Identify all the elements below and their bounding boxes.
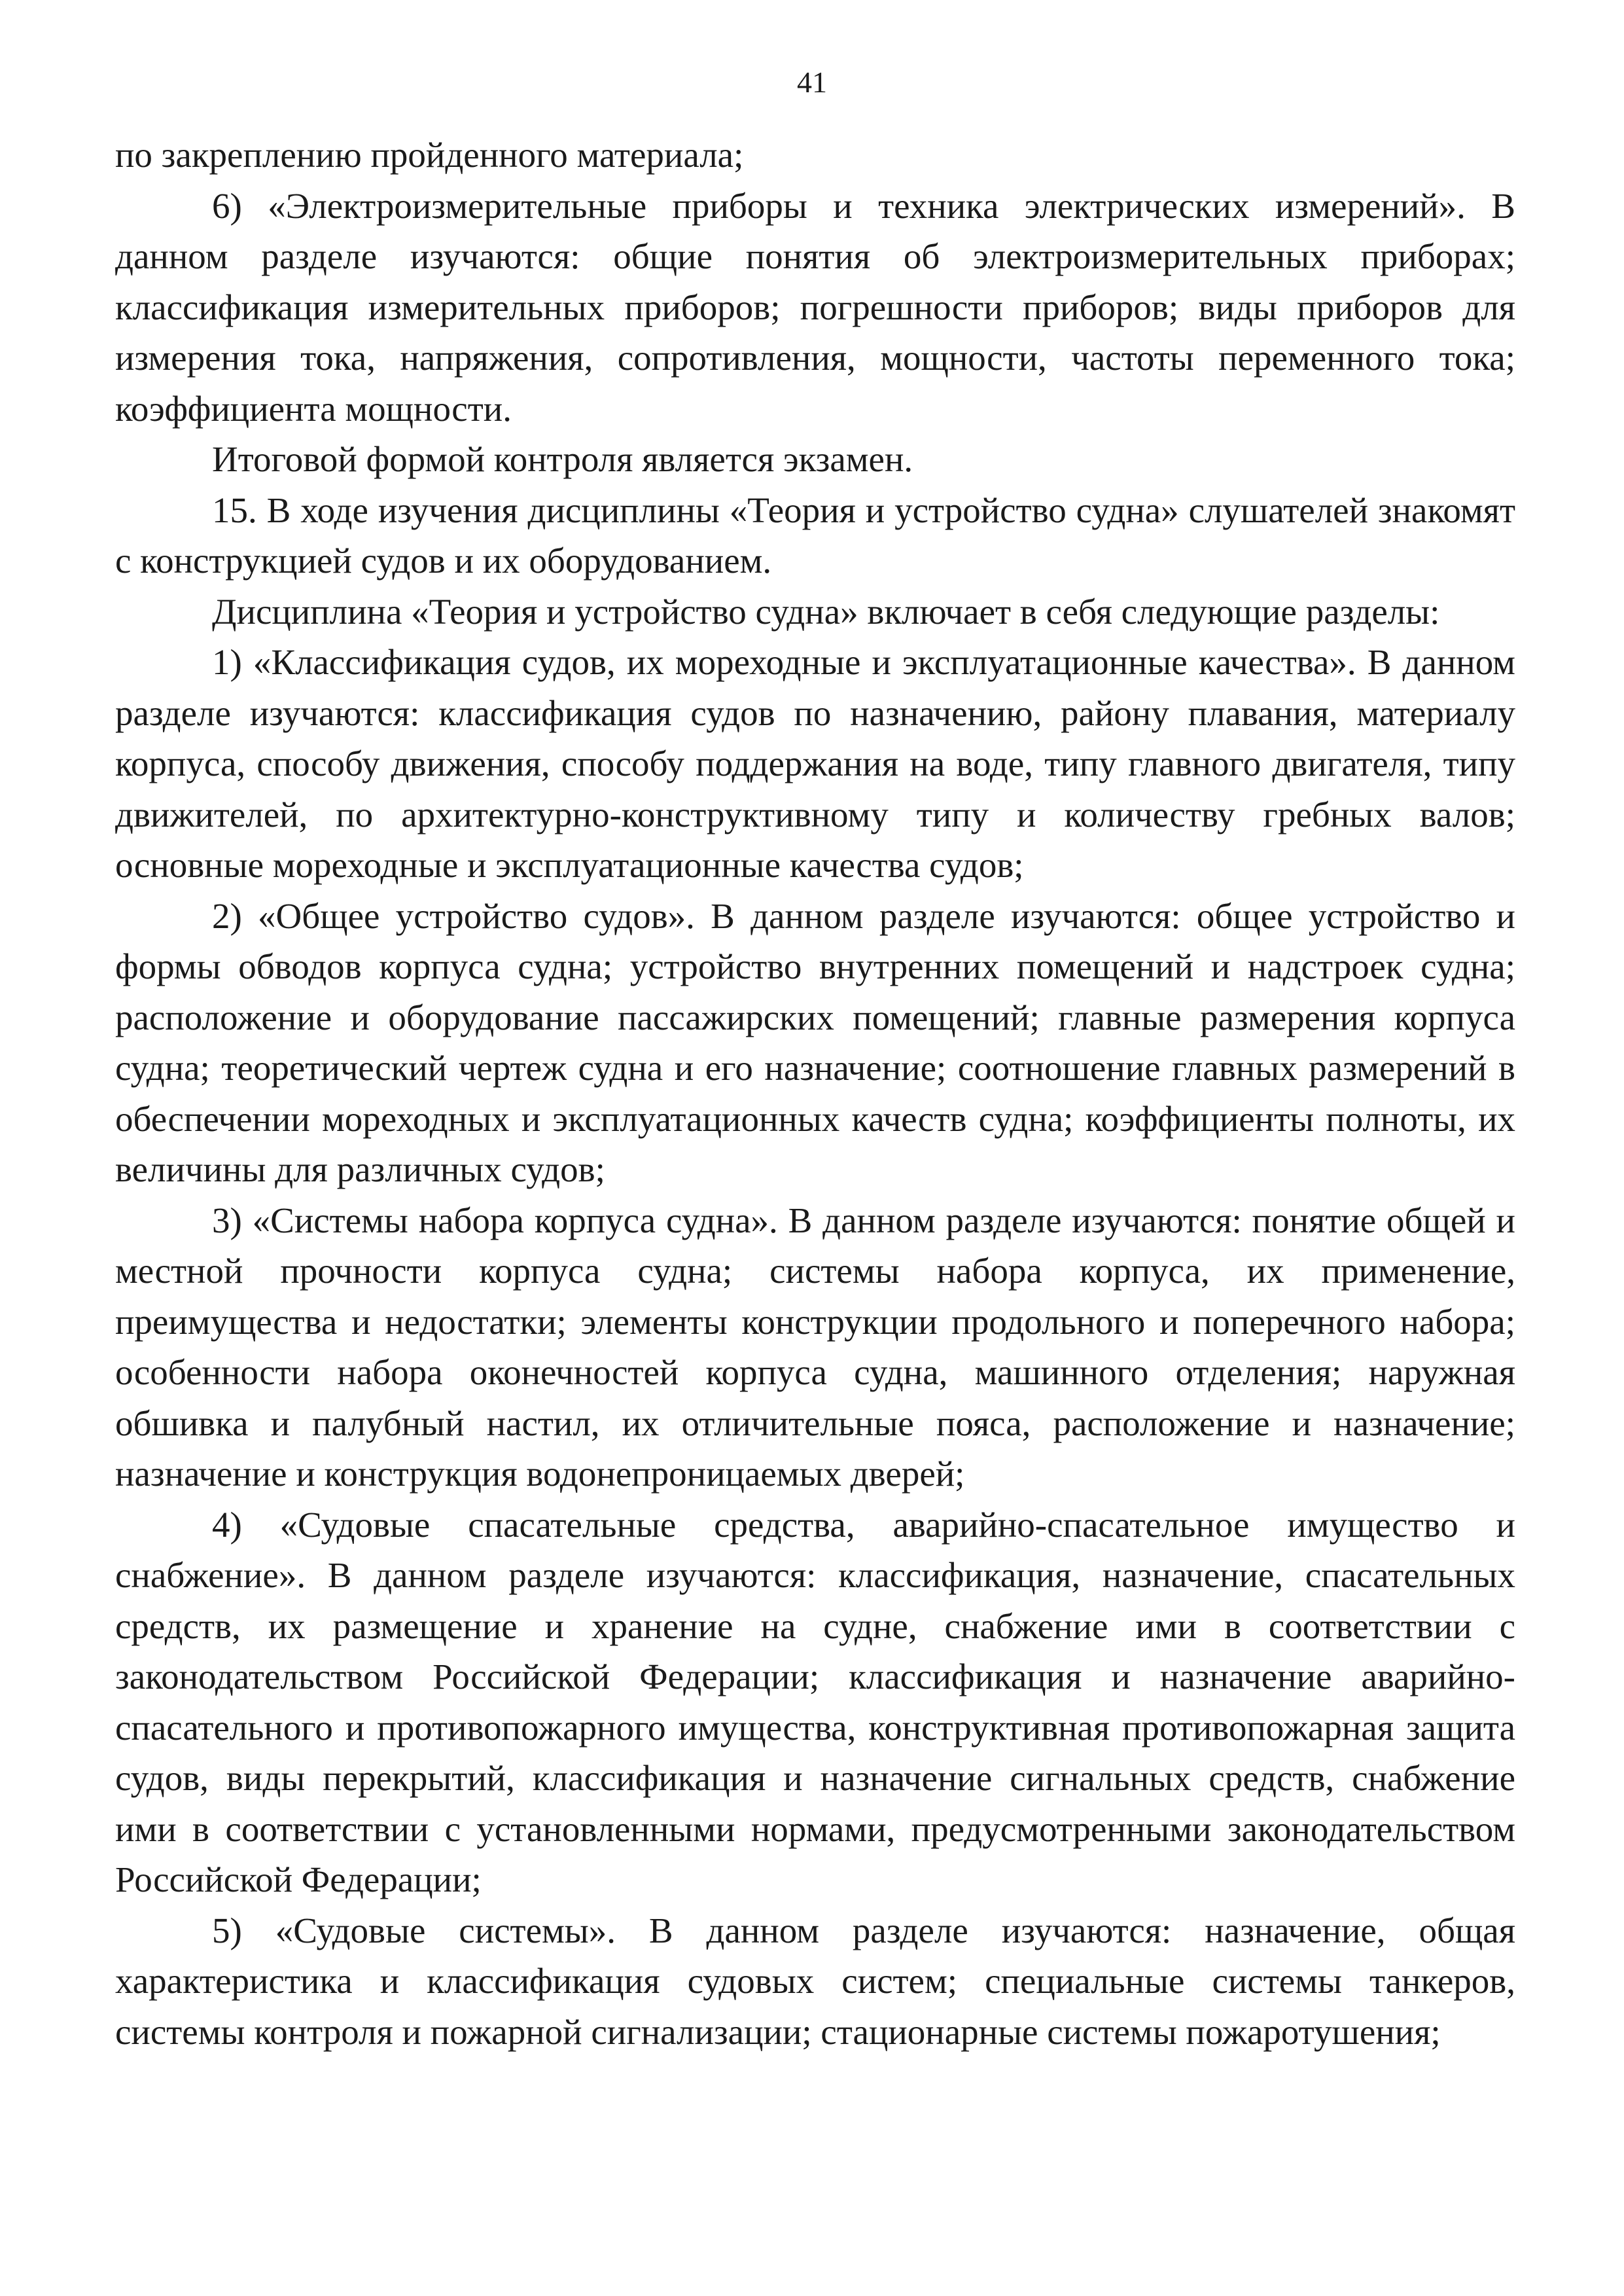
paragraph-continuation: по закреплению пройденного материала; <box>115 135 744 175</box>
paragraph-section-1: 1) «Классификация судов, их мореходные и эксплуатационные качества». В данном разделе изучаются: классификация судов по назначению, району плавания, материалу корпуса, способу движения, способу поддержания на воде, типу главного двигателя, типу движителей, по архитектурно-конструктивному типу и количеству гребных валов; основные мореходные и эксплуатационные качества судов; <box>115 642 1515 885</box>
document-body <box>115 130 1515 2057</box>
paragraph-section-6: 6) «Электроизмерительные приборы и техника электрических измерений». В данном разделе изучаются: общие понятия об электроизмерительных приборах; классификация измерительных приборов; погрешности приборов; виды приборов для измерения тока, напряжения, сопротивления, мощности, частоты переменного тока; коэффициента мощности. <box>115 185 1515 429</box>
paragraph-section-2: 2) «Общее устройство судов». В данном разделе изучаются: общее устройство и формы обводов корпуса судна; устройство внутренних помещений и надстроек судна; расположение и оборудование пассажирских помещений; главные размерения корпуса судна; теоретический чертеж судна и его назначение; соотношение главных размерений в обеспечении мореходных и эксплуатационных качеств судна; коэффициенты полноты, их величины для различных судов; <box>115 895 1515 1189</box>
paragraph-section-5: 5) «Судовые системы». В данном разделе изучаются: назначение, общая характеристика и классификация судовых систем; специальные системы танкеров, системы контроля и пожарной сигнализации; стационарные системы пожаротушения; <box>115 1910 1515 2052</box>
paragraph-discipline-sections: Дисциплина «Теория и устройство судна» включает в себя следующие разделы: <box>212 591 1440 632</box>
paragraph-section-4: 4) «Судовые спасательные средства, аварийно-спасательное имущество и снабжение». В данном разделе изучаются: классификация, назначение, спасательных средств, их размещение и хранение на судне, снабжение ими в соответствии с законодательством Российской Федерации; классификация и назначение аварийно-спасательного и противопожарного имущества, конструктивная противопожарная защита судов, виды перекрытий, классификация и назначение сигнальных средств, снабжение ими в соответствии с установленными нормами, предусмотренными законодательством Российской Федерации; <box>115 1504 1515 1899</box>
page-number: 41 <box>797 65 827 99</box>
paragraph-section-3: 3) «Системы набора корпуса судна». В данном разделе изучаются: понятие общей и местной прочности корпуса судна; системы набора корпуса, их применение, преимущества и недостатки; элементы конструкции продольного и поперечного набора; особенности набора оконечностей корпуса судна, машинного отделения; наружная обшивка и палубный настил, их отличительные пояса, расположение и назначение; назначение и конструкция водонепроницаемых дверей; <box>115 1200 1515 1494</box>
paragraph-item-15: 15. В ходе изучения дисциплины «Теория и устройство судна» слушателей знакомят с конструкцией судов и их оборудованием. <box>115 490 1515 581</box>
paragraph-final-control: Итоговой формой контроля является экзамен. <box>212 439 913 479</box>
